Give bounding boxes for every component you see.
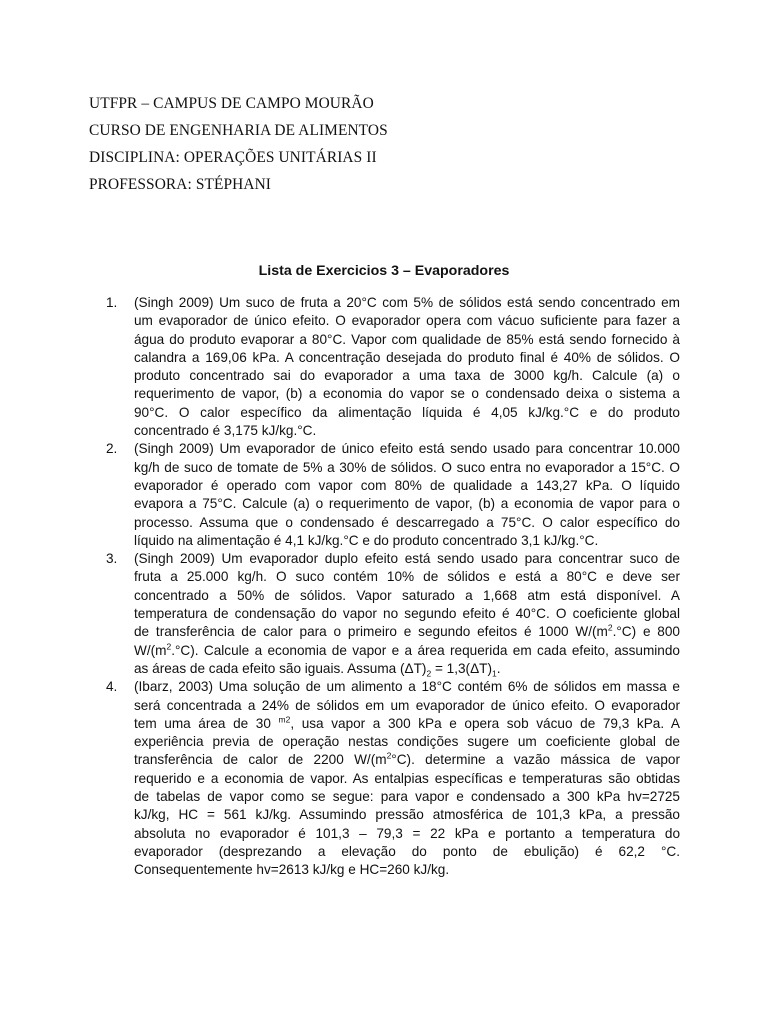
text-line: (Ibarz, 2003) Uma solução de um alimento a 18°C contém 6% de sólidos em massa e <box>134 679 680 695</box>
page-title: Lista de Exercicios 3 – Evaporadores <box>258 263 510 279</box>
text-line: experiência previa de operação nestas condições sugere um coeficiente global de <box>134 734 680 750</box>
superscript: 2 <box>166 641 172 652</box>
exercise-number: 3. <box>106 551 118 567</box>
text-run: W/(m <box>134 642 167 658</box>
text-line: (Singh 2009) Um evaporador duplo efeito está sendo usado para concentrar suco de <box>134 551 680 567</box>
text-line: será concentrada a 24% de sólidos em um evaporador de único efeito. O evaporador <box>134 697 680 713</box>
text-line: um evaporador de único efeito. O evaporador opera com vácuo suficiente para fazer a <box>134 313 680 329</box>
text-line <box>134 715 680 733</box>
header-course: CURSO DE ENGENHARIA DE ALIMENTOS <box>89 122 388 139</box>
document-header <box>89 90 388 198</box>
superscript: 2 <box>386 750 392 761</box>
text-run: . <box>496 660 501 676</box>
text-line: evaporador (desprezando a elevação do ponto de ebulição) é 62,2 °C. <box>134 843 680 859</box>
exercise-number: 1. <box>106 295 118 310</box>
text-line <box>134 623 680 641</box>
exercise-number: 4. <box>106 679 118 695</box>
text-line: concentrado é 3,175 kJ/kg.°C. <box>134 423 317 439</box>
text-line: de tabelas de vapor como se segue: para vapor e condensado a 300 kPa hv=2725 <box>134 789 680 805</box>
text-run: °C). determine a vazão mássica de vapor <box>391 752 680 768</box>
subscript: 1 <box>492 668 497 679</box>
superscript: 2 <box>607 622 613 633</box>
exercise-number: 2. <box>106 441 118 457</box>
text-line: processo. Assuma que o condensado é descarregado a 75°C. O calor específico do <box>134 514 680 530</box>
text-line: absoluta no evaporador é 101,3 – 79,3 = 22 kPa e portanto a temperatura do <box>134 825 680 841</box>
text-line: requerimento de vapor, (b) a economia do vapor se o condensado deixa o sistema a <box>134 386 680 402</box>
text-line <box>134 660 680 678</box>
text-line: produto concentrado sai do evaporador a uma taxa de 3000 kg/h. Calcule (a) o <box>134 368 680 384</box>
exercise-4 <box>106 678 680 879</box>
text-run: de transferência de calor para o primeiro e segundo efeitos é 1000 W/(m <box>134 624 608 640</box>
text-line: concentrado a 50% de sólidos. Vapor saturado a 1,668 atm está disponível. A <box>134 587 680 603</box>
text-run: .°C). Calcule a economia de vapor e a área requerida em cada efeito, assumindo <box>171 642 680 658</box>
text-run: as áreas de cada efeito são iguais. Assuma (ΔT) <box>134 660 427 676</box>
header-discipline: DISCIPLINA: OPERAÇÕES UNITÁRIAS II <box>89 149 377 166</box>
header-institution: UTFPR – CAMPUS DE CAMPO MOURÃO <box>89 95 374 112</box>
exercise-text <box>134 440 680 550</box>
text-line: Consequentemente hv=2613 kJ/kg e HC=260 kJ/kg. <box>134 862 450 878</box>
text-run: = 1,3(ΔT) <box>431 660 492 676</box>
exercise-text <box>134 678 680 879</box>
text-line: (Singh 2009) Um evaporador de único efeito está sendo usado para concentrar 10.000 <box>134 441 680 457</box>
text-line: calandra a 169,06 kPa. A concentração desejada do produto final é 40% de sólidos. O <box>134 349 680 365</box>
exercise-3 <box>106 550 680 678</box>
text-line: requerido e a economia de vapor. As entalpias específicas e temperaturas são obtidas <box>134 770 680 786</box>
header-professor: PROFESSORA: STÉPHANI <box>89 176 272 193</box>
text-line: evaporador é operado com vapor com 80% de qualidade a 143,27 kPa. O líquido <box>134 477 680 493</box>
text-line: fruta a 25.000 kg/h. O suco contém 10% de sólidos e está a 80°C e deve ser <box>134 569 680 585</box>
text-line: evapora a 75°C. Calcule (a) o requerimento de vapor, (b) a economia de vapor para o <box>134 496 680 512</box>
subscript: 2 <box>426 668 432 679</box>
exercise-list <box>106 294 680 880</box>
text-line: kg/h de suco de tomate de 5% a 30% de sólidos. O suco entra no evaporador a 15°C. O <box>134 459 680 475</box>
exercise-text <box>134 550 680 678</box>
text-run: .°C) e 800 <box>612 624 680 640</box>
text-line: (Singh 2009) Um suco de fruta a 20°C com 5% de sólidos está sendo concentrado em <box>134 295 680 310</box>
text-run: , usa vapor a 300 kPa e opera sob vácuo de 79,3 kPa. A <box>290 715 681 731</box>
exercise-2 <box>106 440 680 550</box>
text-line: kJ/kg, HC = 561 kJ/kg. Assumindo pressão atmosférica de 101,3 kPa, a pressão <box>134 807 680 823</box>
superscript: m2 <box>278 714 291 725</box>
text-line: 90°C. O calor específico da alimentação líquida é 4,05 kJ/kg.°C e do produto <box>134 404 680 420</box>
text-run: transferência de calor de 2200 W/(m <box>134 752 387 768</box>
exercise-1 <box>106 294 680 440</box>
text-run: tem uma área de 30 <box>134 715 279 731</box>
text-line: água do produto evaporar a 80°C. Vapor com qualidade de 85% está sendo fornecido à <box>134 331 680 347</box>
text-line <box>134 642 680 660</box>
exercise-text <box>134 294 680 440</box>
text-line <box>134 751 680 769</box>
text-line: líquido na alimentação é 4,1 kJ/kg.°C e do produto concentrado 3,1 kJ/kg.°C. <box>134 532 599 548</box>
text-line: temperatura de condensação do vapor no segundo efeito é 40°C. O coeficiente global <box>134 606 680 622</box>
